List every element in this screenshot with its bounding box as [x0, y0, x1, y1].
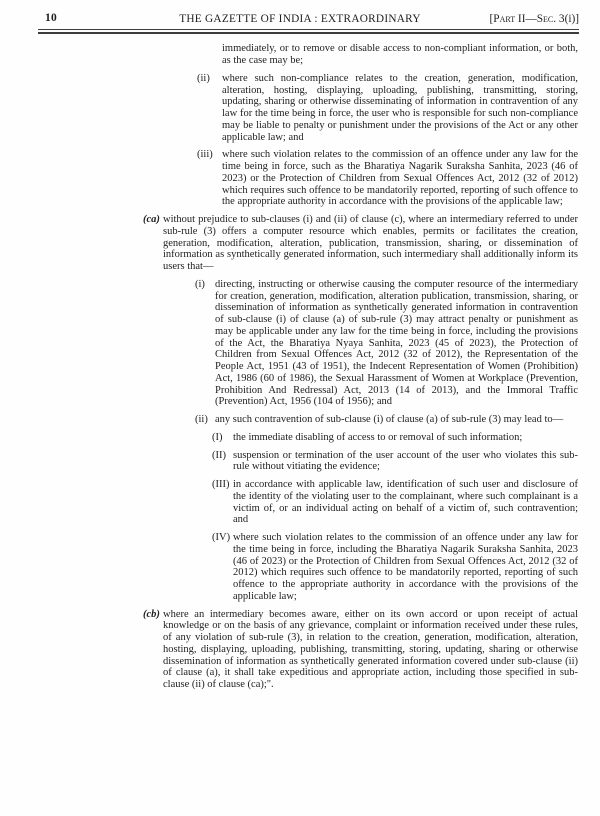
paragraph-text: the immediate disabling of access to or removal of such information;	[233, 431, 523, 443]
clause-label: (ca)	[143, 214, 160, 226]
paragraph-ca-3	[143, 214, 578, 273]
paragraph-i-4	[195, 278, 578, 408]
page-number: 10	[45, 12, 58, 24]
paragraph-text: where such violation relates to the commission of an offence under any law for the time being in force, such as the Bharatiya Nagarik Suraksha Sanhita, 2023 (46 of 2023) or the Protection of Children from Sexual Offences Act, 2012 (32 of 2012) which requires such offence to be mandatorily reported, reporting of such offence to the appropriate authority in accordance with the provisions of the applicable law;	[222, 149, 578, 208]
clause-label: (cb)	[143, 608, 160, 620]
paragraph-I-6	[212, 431, 578, 444]
paragraph-text: without prejudice to sub-clauses (i) and (ii) of clause (c), where an intermediary referred to under sub-rule (3) offers a computer resource which enables, permits or facilitates the creation, generation, modification, alteration, publication, transmission, sharing, or dissemination of information as synthetically generated information, such intermediary shall additionally inform its users that—	[163, 214, 578, 273]
part-section-number: 3(i)]	[556, 13, 579, 25]
document-body	[0, 43, 600, 691]
paragraph-text: immediately, or to remove or disable access to non-compliant information, or both, as the case may be;	[222, 43, 578, 67]
paragraph-text: suspension or termination of the user account of the user who violates this sub-rule without vitiating the evidence;	[233, 449, 578, 473]
part-section-ref	[490, 13, 579, 25]
clause-label: (IV)	[212, 532, 231, 544]
paragraph-IV-9	[212, 532, 578, 603]
gazette-title: THE GAZETTE OF INDIA : EXTRAORDINARY	[179, 13, 421, 25]
paragraph-text: where an intermediary becomes aware, either on its own accord or upon receipt of actual knowledge or on the basis of any grievance, complaint or information received under these rules, of any violation of sub-rule (3), in relation to the creation, generation, modification, alteration, hosting, displaying, uploading, publishing, transmitting, storing, updating, sharing or otherwise dissemination of information as synthetically generated information covered under sub-clause (ii) of clause (a), it shall take expeditious and appropriate action, including those specified in sub-clause (ii) of clause (ca);".	[163, 608, 578, 691]
paragraph-iii-2	[197, 149, 578, 208]
paragraph-cb-10	[143, 608, 578, 691]
paragraph-text: in accordance with applicable law, identification of such user and disclosure of the identity of the violating user to the complainant, where such complainant is a victim of, or an individual acting on behalf of a victim of, such contravention; and	[233, 479, 578, 526]
clause-label: (ii)	[197, 72, 210, 84]
page-header	[0, 0, 600, 29]
paragraph-continuation	[222, 43, 578, 67]
paragraph-II-7	[212, 449, 578, 474]
paragraph-ii-5	[195, 414, 578, 426]
clause-label: (III)	[212, 479, 230, 491]
paragraph-text: any such contravention of sub-clause (i) of clause (a) of sub-rule (3) may lead to—	[215, 414, 564, 426]
paragraph-text: directing, instructing or otherwise causing the computer resource of the intermediary for creation, generation, modification, alteration publication, transmission, sharing, or dissemination of information as synthetically generated information in contravention of sub-clause (i) of clause (a) of sub-rule (3) may attract penalty or punishment as may be applicable under any law for the time being in force, including the provisions of the Act, the Bharatiya Nyaya Sanhita, 2023 (45 of 2023), the Protection of Children from Sexual Offences Act, 2012 (32 of 2012), the Representation of the People Act, 1951 (43 of 1951), the Indecent Representation of Women (Prohibition) Act, 1986 (60 of 1986), the Sexual Harassment of Women at Workplace (Prevention, Prohibition And Redressal) Act, 2013 (14 of 2013), and the Immoral Traffic (Prevention) Act, 1956 (104 of 1956); and	[215, 278, 578, 408]
paragraph-text: where such violation relates to the commission of an offence under any law for the time being in force, including the Bharatiya Nagarik Suraksha Sanhita, 2023 (46 of 2023) or the Protection of Children from Sexual Offences Act, 2012 (32 of 2012) which requires such offence to be mandatorily reported, reporting of such offence to the appropriate authority in accordance with the provisions of the applicable law;	[233, 532, 578, 602]
clause-label: (II)	[212, 449, 226, 461]
clause-label: (i)	[195, 278, 205, 290]
paragraph-text: where such non-compliance relates to the creation, generation, modification, alteration, hosting, displaying, uploading, publishing, transmitting, storing, updating, sharing or otherwise disseminating of information in contravention of any law for the time being in force, the user who is responsible for such non-compliance may be liable to penalty or punishment under the provisions of the Act or any other applicable law; and	[222, 72, 578, 143]
clause-label: (I)	[212, 431, 223, 443]
part-section-smallcaps: [Part II—Sec.	[489, 13, 557, 25]
clause-label: (iii)	[197, 149, 213, 161]
paragraph-III-8	[212, 479, 578, 526]
clause-label: (ii)	[195, 414, 208, 426]
paragraph-ii-1	[197, 72, 578, 144]
header-double-rule	[38, 29, 579, 34]
